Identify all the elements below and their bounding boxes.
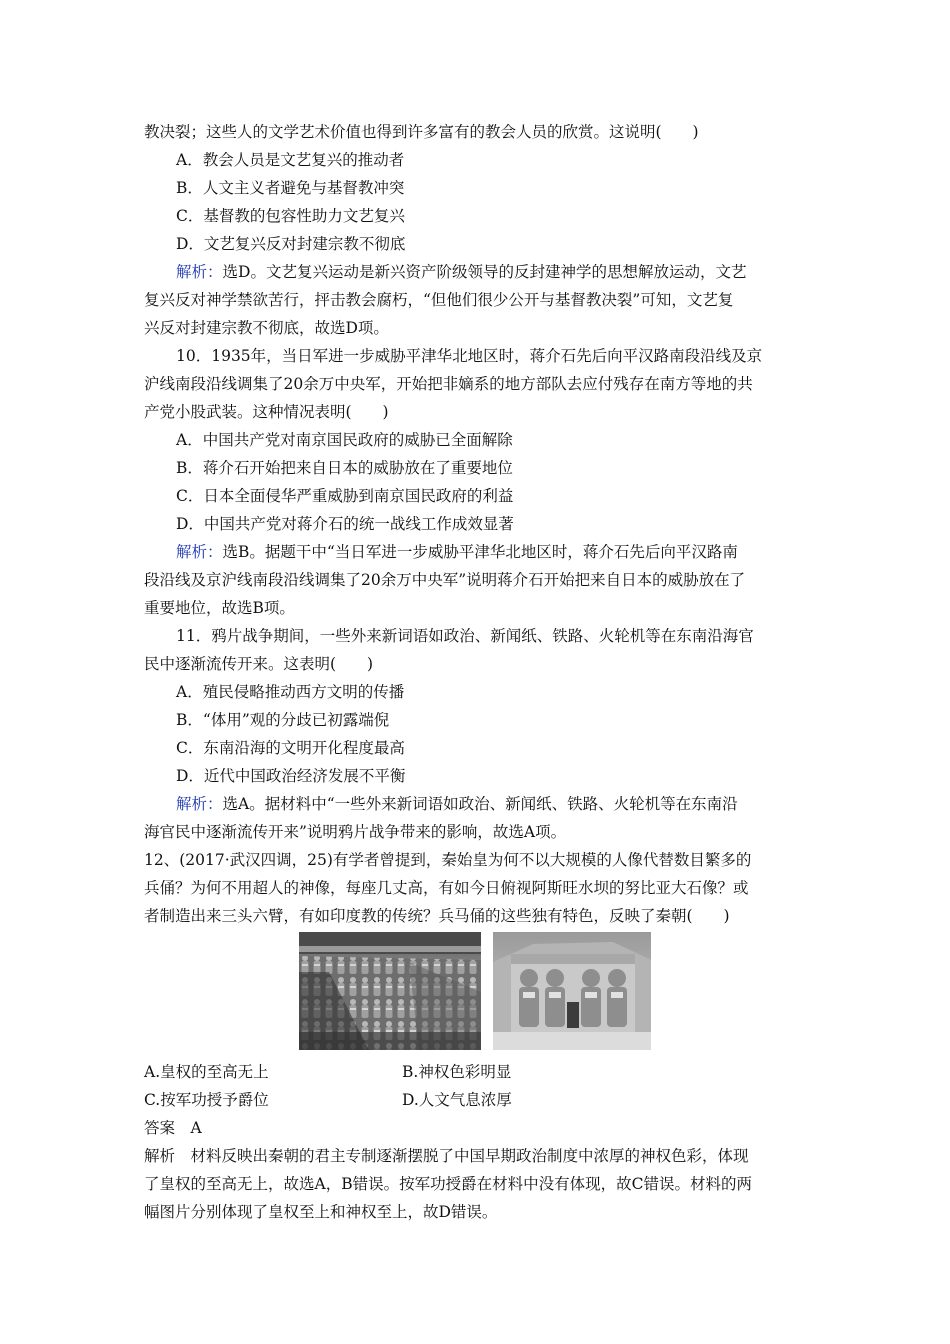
analysis-label: 解析： <box>176 795 223 813</box>
q9-option-b: B．人文主义者避免与基督教冲突 <box>176 179 405 197</box>
q12-stem-line-2: 兵俑？为何不用超人的神像，每座几丈高，有如今日俯视阿斯旺水坝的努比亚大石像？或 <box>144 879 749 897</box>
q10-analysis-line-2: 段沿线及京沪线南段沿线调集了20余万中央军”说明蒋介石开始把来自日本的威胁放在了 <box>144 571 746 589</box>
q11-stem-line-1: 11．鸦片战争期间，一些外来新词语如政治、新闻纸、铁路、火轮机等在东南沿海官 <box>176 627 754 645</box>
q9-analysis-line-3: 兴反对封建宗教不彻底，故选D项。 <box>144 319 389 337</box>
q9-option-d: D．文艺复兴反对封建宗教不彻底 <box>176 235 406 253</box>
q10-stem-line-1: 10．1935年，当日军进一步威胁平津华北地区时，蒋介石先后向平汉路南段沿线及京 <box>176 347 763 365</box>
q10-stem-line-3: 产党小股武装。这种情况表明( ) <box>144 403 389 421</box>
q10-analysis-line-1: 解析：选B。据题干中“当日军进一步威胁平津华北地区时，蒋介石先后向平汉路南 <box>176 543 738 561</box>
q12-answer: 答案 A <box>144 1119 202 1137</box>
q10-option-a: A．中国共产党对南京国民政府的威胁已全面解除 <box>176 431 513 449</box>
q12-stem-line-3: 者制造出来三头六臂，有如印度教的传统？兵马俑的这些独有特色，反映了秦朝( ) <box>144 907 730 925</box>
q11-option-c: C．东南沿海的文明开化程度最高 <box>176 739 405 757</box>
analysis-label: 解析： <box>176 543 223 561</box>
analysis-label: 解析： <box>176 263 223 281</box>
q12-option-d: D.人文气息浓厚 <box>402 1091 512 1109</box>
q10-option-d: D．中国共产党对蒋介石的统一战线工作成效显著 <box>176 515 514 533</box>
q12-stem-line-1: 12、(2017·武汉四调，25)有学者曾提到，秦始皇为何不以大规模的人像代替数目繁多的 <box>144 851 752 869</box>
q11-option-b: B．“体用”观的分歧已初露端倪 <box>176 711 390 729</box>
abu-simbel-statues-photo <box>493 932 651 1050</box>
q9-option-a: A．教会人员是文艺复兴的推动者 <box>176 151 405 169</box>
q11-analysis-line-1: 解析：选A。据材料中“一些外来新词语如政治、新闻纸、铁路、火轮机等在东南沿 <box>176 795 738 813</box>
q12-option-c: C.按军功授予爵位 <box>144 1091 269 1109</box>
q12-option-a: A.皇权的至高无上 <box>144 1063 269 1081</box>
terracotta-warriors-photo <box>299 932 481 1050</box>
q12-option-b: B.神权色彩明显 <box>402 1063 512 1081</box>
q11-analysis-line-2: 海官民中逐渐流传开来”说明鸦片战争带来的影响，故选A项。 <box>144 823 567 841</box>
q11-option-a: A．殖民侵略推动西方文明的传播 <box>176 683 405 701</box>
q9-analysis-line-2: 复兴反对神学禁欲苦行，抨击教会腐朽，“但他们很少公开与基督教决裂”可知，文艺复 <box>144 291 734 309</box>
q12-analysis-line-2: 了皇权的至高无上，故选A，B错误。按军功授爵在材料中没有体现，故C错误。材料的两 <box>144 1175 752 1193</box>
q10-analysis-line-3: 重要地位，故选B项。 <box>144 599 295 617</box>
q12-analysis-line-3: 幅图片分别体现了皇权至上和神权至上，故D错误。 <box>144 1203 498 1221</box>
q10-option-c: C．日本全面侵华严重威胁到南京国民政府的利益 <box>176 487 514 505</box>
q12-analysis-line-1: 解析 材料反映出秦朝的君主专制逐渐摆脱了中国早期政治制度中浓厚的神权色彩，体现 <box>144 1147 749 1165</box>
q10-stem-line-2: 沪线南段沿线调集了20余万中央军，开始把非嫡系的地方部队去应付残存在南方等地的共 <box>144 375 753 393</box>
q9-stem: 教决裂；这些人的文学艺术价值也得到许多富有的教会人员的欣赏。这说明( ) <box>144 123 699 141</box>
q10-option-b: B．蒋介石开始把来自日本的威胁放在了重要地位 <box>176 459 513 477</box>
q9-option-c: C．基督教的包容性助力文艺复兴 <box>176 207 405 225</box>
q11-stem-line-2: 民中逐渐流传开来。这表明( ) <box>144 655 374 673</box>
q9-analysis-line-1: 解析：选D。文艺复兴运动是新兴资产阶级领导的反封建神学的思想解放运动，文艺 <box>176 263 747 281</box>
q11-option-d: D．近代中国政治经济发展不平衡 <box>176 767 406 785</box>
